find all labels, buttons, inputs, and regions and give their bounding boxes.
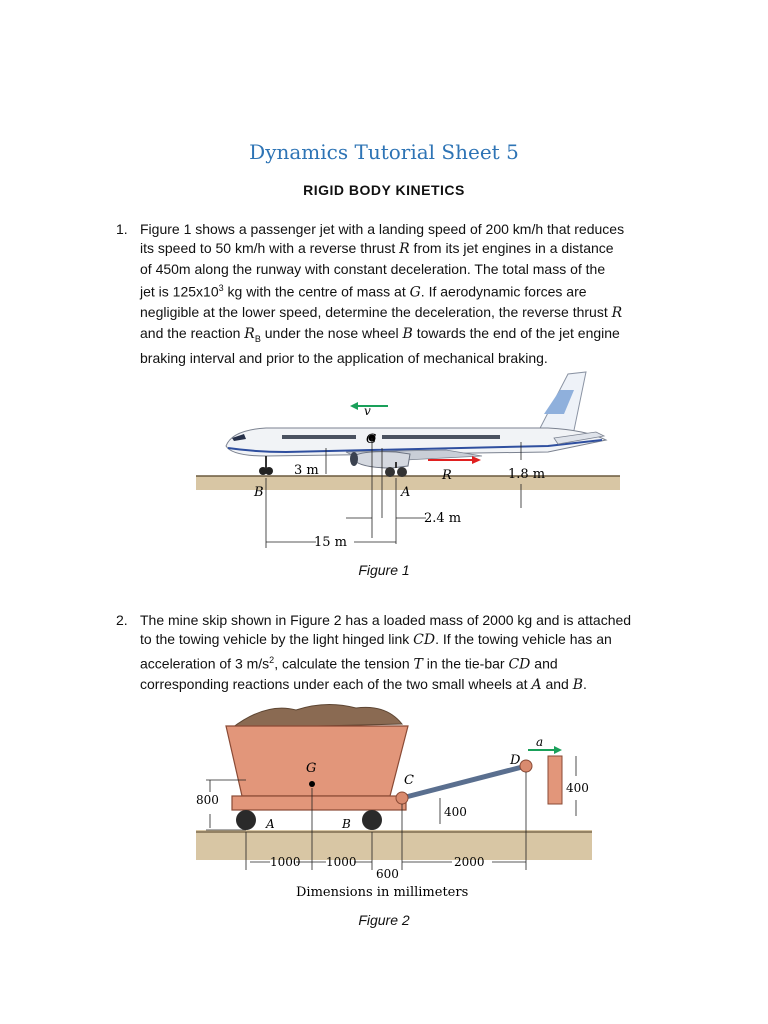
jet-engine xyxy=(352,452,410,468)
hinge-d xyxy=(520,760,532,772)
b-label: B xyxy=(342,817,351,831)
question-line: and the reaction $R_B$ under the nose wheel B towards the end of the jet engine xyxy=(140,324,620,344)
a-label: A xyxy=(266,817,275,831)
main-wheel xyxy=(385,467,395,477)
dim-600: 600 xyxy=(376,867,399,881)
engine-intake xyxy=(350,452,358,466)
wheel-b xyxy=(362,810,382,830)
question-line: Figure 1 shows a passenger jet with a landing speed of 200 km/h that reduces xyxy=(140,221,625,237)
a-label: A xyxy=(401,485,411,500)
document-subtitle: RIGID BODY KINETICS xyxy=(303,182,465,198)
question-line: to the towing vehicle by the light hinged link CD. If the towing vehicle has an xyxy=(140,631,612,649)
hinge-c xyxy=(396,792,408,804)
centre-of-mass-marker xyxy=(309,781,315,787)
dim-400-hitch: 400 xyxy=(566,781,589,795)
a-arrow-label: a xyxy=(536,735,544,749)
g-label: G xyxy=(366,432,377,447)
skip-body xyxy=(226,726,408,796)
g-label: G xyxy=(306,761,317,776)
question-number: 2. xyxy=(116,612,128,628)
tie-bar-cd xyxy=(402,766,526,798)
r-label: R xyxy=(442,468,452,483)
wheel-a xyxy=(236,810,256,830)
dim-2-4m: 2.4 m xyxy=(424,511,462,526)
question-line: of 450m along the runway with constant deceleration. The total mass of the xyxy=(140,260,606,277)
figure-1-caption: Figure 1 xyxy=(358,562,410,578)
ground xyxy=(196,830,592,860)
question-line: acceleration of 3 $m/s^2$, calculate the tension T in the tie-bar CD and xyxy=(140,654,558,673)
question-line: jet is $125x10^3$ kg with the centre of mass at G. If aerodynamic forces are xyxy=(140,283,587,301)
figure-2-caption: Figure 2 xyxy=(358,912,410,928)
document-title: Dynamics Tutorial Sheet 5 xyxy=(249,140,519,164)
b-label: B xyxy=(254,485,264,500)
velocity-label: v xyxy=(364,404,371,418)
question-line: negligible at the lower speed, determine the deceleration, the reverse thrust R xyxy=(140,304,623,322)
dim-2000: 2000 xyxy=(454,855,485,869)
d-label: D xyxy=(510,753,521,768)
question-line: corresponding reactions under each of the two small wheels at A and B. xyxy=(140,675,587,693)
dim-1-8m: 1.8 m xyxy=(508,467,546,482)
question-number: 1. xyxy=(116,221,128,237)
dim-1000-a: 1000 xyxy=(270,855,301,869)
figure-2-mine-skip-diagram xyxy=(196,700,592,900)
cabin-windows xyxy=(282,435,500,439)
dim-15m: 15 m xyxy=(314,535,348,550)
dim-400-link: 400 xyxy=(444,805,467,819)
question-text xyxy=(140,220,680,368)
question-line: The mine skip shown in Figure 2 has a loaded mass of 2000 kg and is attached xyxy=(140,612,632,628)
question-text xyxy=(140,611,680,695)
question-line: its speed to 50 km/h with a reverse thrust R from its jet engines in a distance xyxy=(140,240,614,258)
towing-vehicle xyxy=(548,756,562,804)
ore-load xyxy=(232,704,402,728)
figure-1-jet-diagram xyxy=(196,368,620,554)
dim-1000-b: 1000 xyxy=(326,855,357,869)
dim-3m: 3 m xyxy=(294,463,319,478)
c-label: C xyxy=(404,773,414,788)
units-note: Dimensions in millimeters xyxy=(296,885,469,900)
skip-chassis xyxy=(232,796,406,810)
question-line: braking interval and prior to the application of mechanical braking. xyxy=(140,349,548,366)
dim-800: 800 xyxy=(196,793,219,807)
